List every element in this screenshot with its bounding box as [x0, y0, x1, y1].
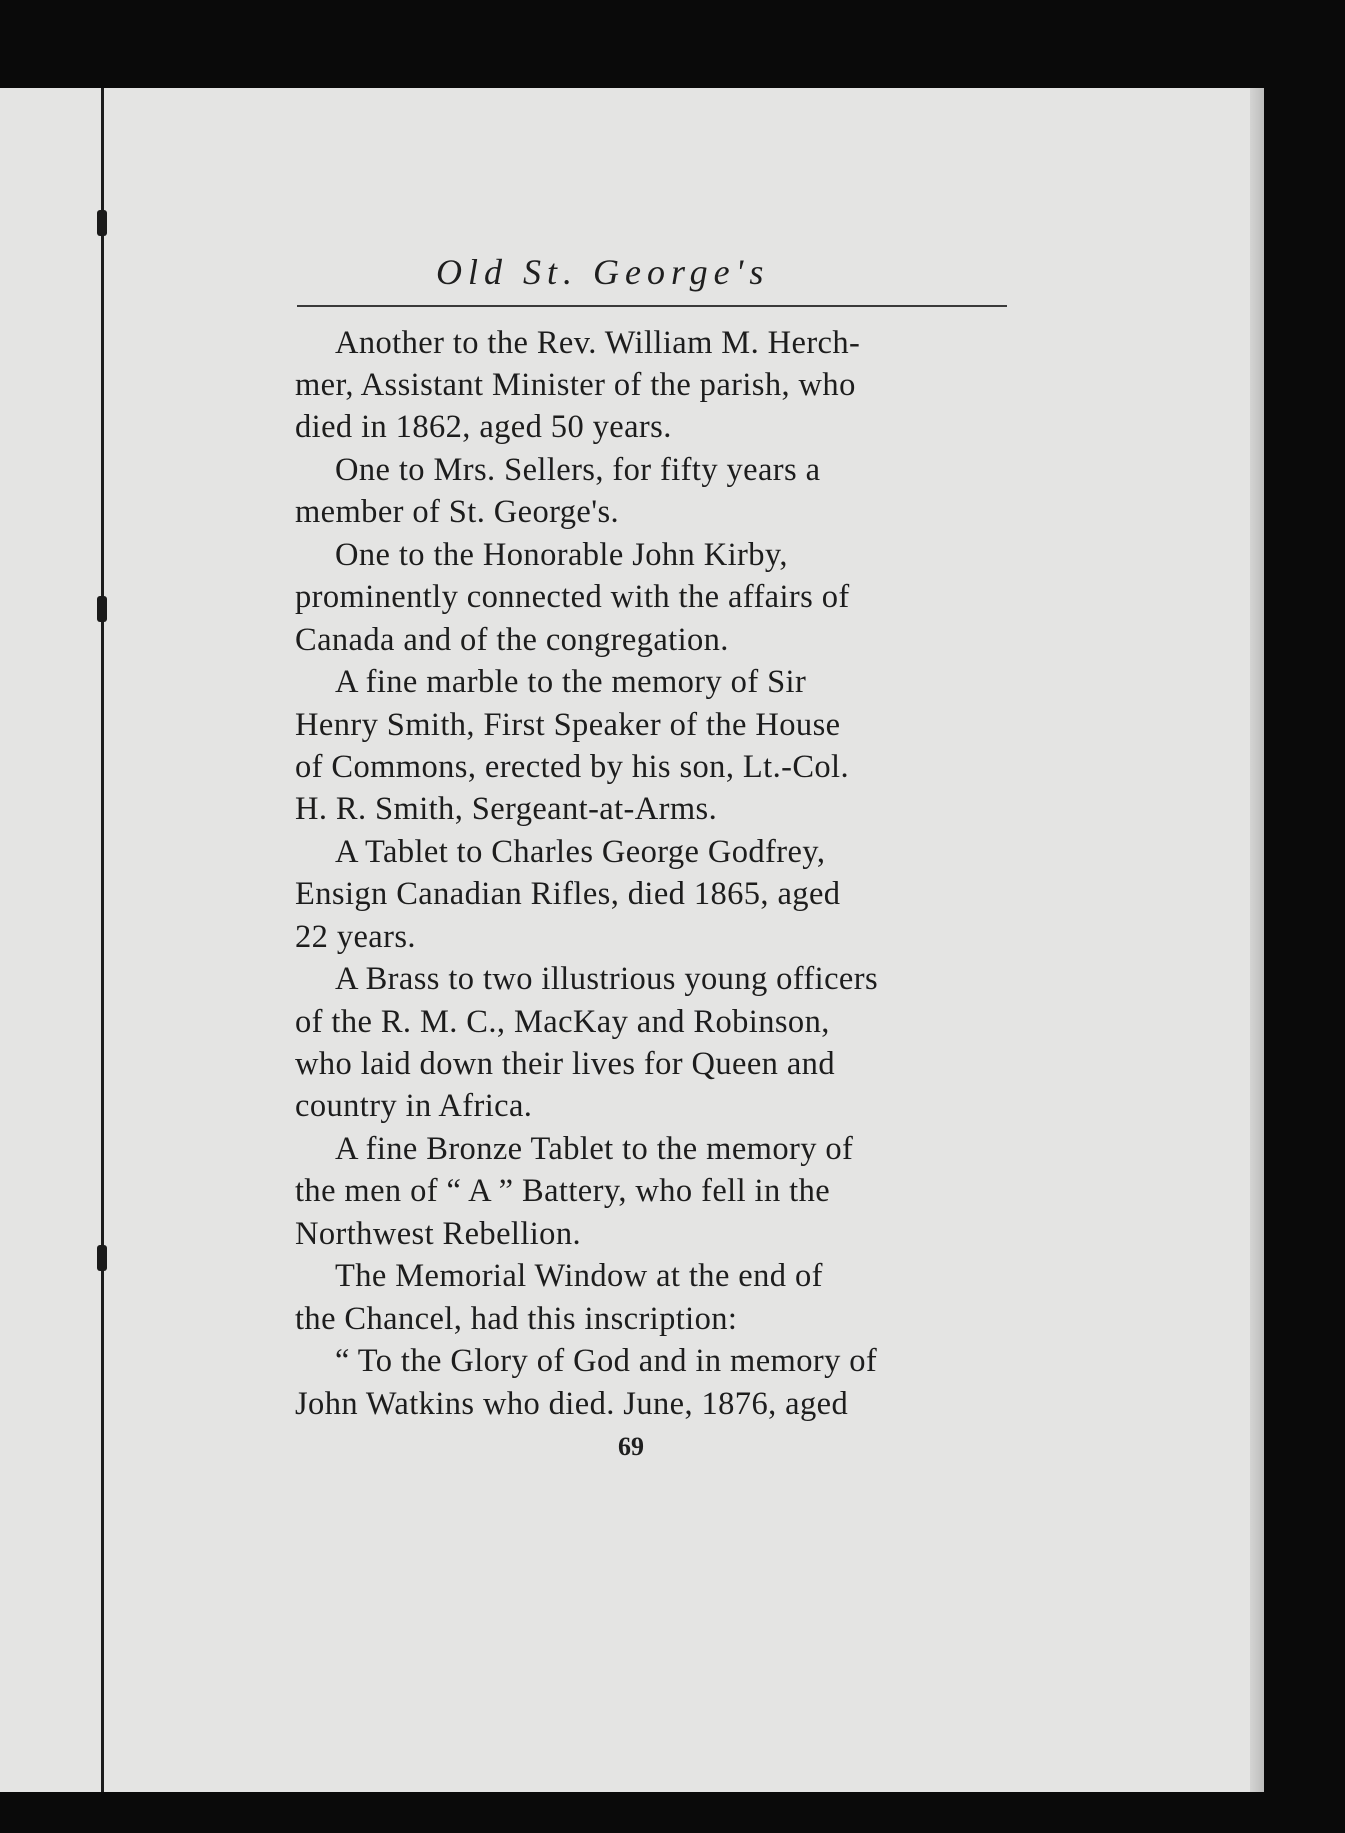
text-line: Another to the Rev. William M. Herch- [335, 325, 861, 361]
gutter-binding-line [101, 88, 104, 1792]
text-line: A Brass to two illustrious young officers [335, 961, 879, 997]
text-line: A Tablet to Charles George Godfrey, [335, 834, 826, 870]
text-line: One to the Honorable John Kirby, [335, 537, 788, 573]
text-line: John Watkins who died. June, 1876, aged [295, 1386, 849, 1422]
text-line: the Chancel, had this inscription: [295, 1301, 738, 1337]
text-line: of Commons, erected by his son, Lt.-Col. [295, 749, 849, 785]
text-line: member of St. George's. [295, 494, 620, 530]
text-line: One to Mrs. Sellers, for fifty years a [335, 452, 821, 488]
running-head: Old St. George's [436, 252, 770, 292]
text-line: of the R. M. C., MacKay and Robinson, [295, 1004, 830, 1040]
header-rule [297, 305, 1007, 307]
text-line: A fine Bronze Tablet to the memory of [335, 1131, 854, 1167]
text-line: Henry Smith, First Speaker of the House [295, 707, 841, 743]
text-line: died in 1862, aged 50 years. [295, 409, 672, 445]
binding-stitch-mark [97, 596, 107, 622]
text-line: Ensign Canadian Rifles, died 1865, aged [295, 876, 841, 912]
page-edge-shadow [1250, 88, 1264, 1833]
text-line: mer, Assistant Minister of the parish, who [295, 367, 856, 403]
text-line: Northwest Rebellion. [295, 1216, 582, 1252]
binding-stitch-mark [97, 1245, 107, 1271]
text-line: H. R. Smith, Sergeant-at-Arms. [295, 791, 718, 827]
text-line: The Memorial Window at the end of [335, 1258, 823, 1294]
text-line: A fine marble to the memory of Sir [335, 664, 807, 700]
text-line: who laid down their lives for Queen and [295, 1046, 835, 1082]
scan-bottom-border [0, 1792, 1345, 1833]
text-line: 22 years. [295, 919, 416, 955]
text-line: Canada and of the congregation. [295, 622, 729, 658]
page-number: 69 [618, 1432, 644, 1461]
text-line: the men of “ A ” Battery, who fell in the [295, 1173, 831, 1209]
text-line: country in Africa. [295, 1088, 533, 1124]
text-line: “ To the Glory of God and in memory of [335, 1343, 878, 1379]
binding-stitch-mark [97, 210, 107, 236]
text-line: prominently connected with the affairs of [295, 579, 850, 615]
